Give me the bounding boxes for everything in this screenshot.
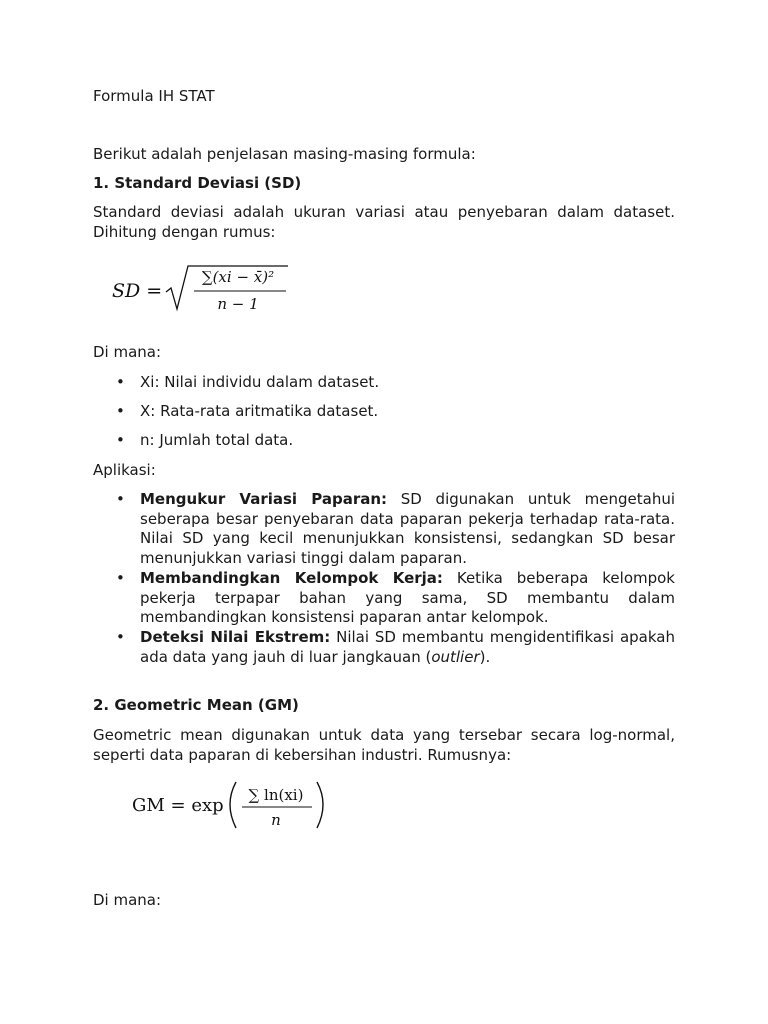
- bullet-6: •: [116, 628, 125, 646]
- sd-formula-denominator: n − 1: [217, 295, 259, 313]
- sd-formula-numerator: ∑(xi − x̄)²: [201, 268, 275, 286]
- application-text: SD digunakan untuk mengetahui seberapa besar penyebaran data paparan pekerja terhadap rata-rata. Nilai SD yang kecil menunjukkan konsistensi, sedangkan SD besar menunjukkan variasi tinggi dalam paparan.: [140, 490, 675, 567]
- gm-formula: [130, 776, 340, 836]
- application-title: Deteksi Nilai Ekstrem:: [140, 628, 331, 646]
- applications-label: Aplikasi:: [93, 461, 156, 479]
- gm-formula-denominator: n: [271, 811, 281, 829]
- application-title: Mengukur Variasi Paparan:: [140, 490, 388, 508]
- gm-formula-numerator: ∑ ln(xi): [248, 786, 304, 804]
- where-item-n: n: Jumlah total data.: [140, 431, 294, 449]
- sd-formula-lhs: SD =: [112, 280, 163, 302]
- outlier-term: outlier: [431, 647, 480, 666]
- application-title: Membandingkan Kelompok Kerja:: [140, 569, 443, 587]
- left-paren: [230, 782, 236, 828]
- sd-formula: [110, 262, 300, 318]
- bullet-1: •: [116, 373, 125, 391]
- gm-where-label: Di mana:: [93, 891, 162, 909]
- sd-where-label: Di mana:: [93, 343, 162, 361]
- application-item: [140, 628, 675, 667]
- where-item-xi: Xi: Nilai individu dalam dataset.: [140, 373, 380, 391]
- gm-description: Geometric mean digunakan untuk data yang tersebar secara log-normal, seperti data paparan di kebersihan industri. Rumusnya:: [93, 726, 675, 764]
- document-title: Formula IH STAT: [93, 87, 215, 105]
- sd-heading: 1. Standard Deviasi (SD): [93, 174, 302, 192]
- application-item: [140, 569, 675, 628]
- gm-heading: 2. Geometric Mean (GM): [93, 696, 299, 714]
- where-item-x: X: Rata-rata aritmatika dataset.: [140, 402, 379, 420]
- application-tail: ).: [479, 647, 491, 666]
- intro-text: Berikut adalah penjelasan masing-masing formula:: [93, 145, 476, 163]
- bullet-5: •: [116, 569, 125, 587]
- bullet-4: •: [116, 490, 125, 508]
- application-text: Ketika beberapa kelompok pekerja terpapar bahan yang sama, SD membantu dalam membandingkan konsistensi paparan antar kelompok.: [140, 569, 675, 626]
- application-text: Nilai SD membantu mengidentifikasi apakah ada data yang jauh di luar jangkauan (: [140, 628, 675, 666]
- sd-description: Standard deviasi adalah ukuran variasi atau penyebaran dalam dataset. Dihitung dengan rumus:: [93, 203, 675, 241]
- bullet-2: •: [116, 402, 125, 420]
- right-paren: [317, 782, 323, 828]
- application-item: [140, 490, 675, 568]
- bullet-3: •: [116, 431, 125, 449]
- gm-formula-lhs: GM = exp: [132, 795, 224, 816]
